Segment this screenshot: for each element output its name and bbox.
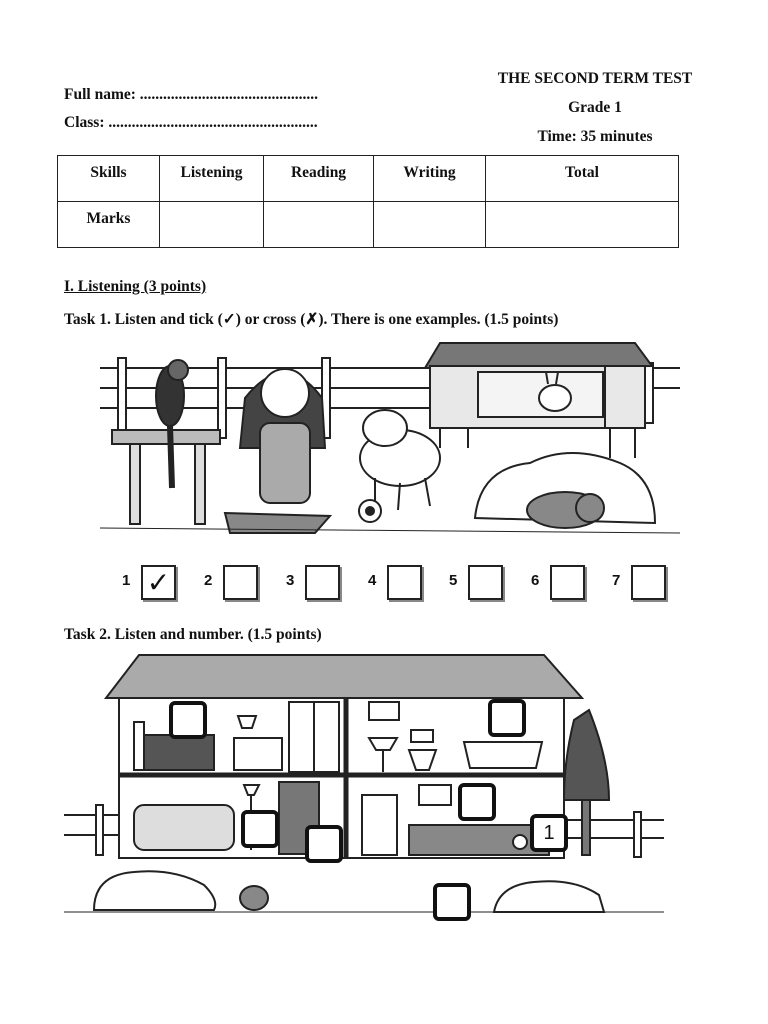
task1-answer-box[interactable] bbox=[223, 565, 258, 600]
task1-answer-box[interactable] bbox=[550, 565, 585, 600]
task1-answer-box[interactable]: ✓ bbox=[141, 565, 176, 600]
mark-listening-cell[interactable] bbox=[160, 202, 264, 248]
full-name-label: Full name: .............................................. bbox=[64, 86, 319, 103]
row-marks-label: Marks bbox=[58, 202, 160, 248]
task1-answer-box[interactable] bbox=[468, 565, 503, 600]
task1-item-number: 3 bbox=[286, 572, 295, 589]
header-reading: Reading bbox=[264, 156, 374, 202]
task2-number-box[interactable] bbox=[169, 701, 207, 739]
task2-number-box[interactable] bbox=[241, 810, 279, 848]
section-listening-title: I. Listening (3 points) bbox=[64, 278, 207, 295]
task1-answer-box[interactable] bbox=[631, 565, 666, 600]
task1-item-number: 4 bbox=[368, 572, 377, 589]
task1-item-number: 2 bbox=[204, 572, 213, 589]
garden-scene-illustration bbox=[100, 338, 680, 548]
test-title: THE SECOND TERM TEST bbox=[497, 70, 693, 87]
task2-instruction: Task 2. Listen and number. (1.5 points) bbox=[64, 626, 322, 643]
header-writing: Writing bbox=[374, 156, 486, 202]
header-total: Total bbox=[486, 156, 679, 202]
task2-number-box[interactable]: 1 bbox=[530, 814, 568, 852]
task1-item-number: 5 bbox=[449, 572, 458, 589]
task2-number-box[interactable] bbox=[488, 699, 526, 737]
task1-item-number: 1 bbox=[122, 572, 131, 589]
mark-writing-cell[interactable] bbox=[374, 202, 486, 248]
grade-label: Grade 1 bbox=[568, 99, 622, 116]
house-illustration bbox=[64, 650, 664, 920]
marks-table bbox=[57, 155, 679, 248]
task1-answer-box[interactable] bbox=[387, 565, 422, 600]
task2-number-box[interactable] bbox=[458, 783, 496, 821]
class-label: Class: ...................................................... bbox=[64, 114, 318, 131]
header-listening: Listening bbox=[160, 156, 264, 202]
task1-item-number: 6 bbox=[531, 572, 540, 589]
task1-item-number: 7 bbox=[612, 572, 621, 589]
mark-total-cell[interactable] bbox=[486, 202, 679, 248]
mark-reading-cell[interactable] bbox=[264, 202, 374, 248]
task1-instruction: Task 1. Listen and tick (✓) or cross (✗). There is one examples. (1.5 points) bbox=[64, 311, 559, 328]
time-label: Time: 35 minutes bbox=[537, 128, 653, 145]
task1-answer-box[interactable] bbox=[305, 565, 340, 600]
task2-number-box[interactable] bbox=[305, 825, 343, 863]
header-skills: Skills bbox=[58, 156, 160, 202]
task2-number-box[interactable] bbox=[433, 883, 471, 921]
